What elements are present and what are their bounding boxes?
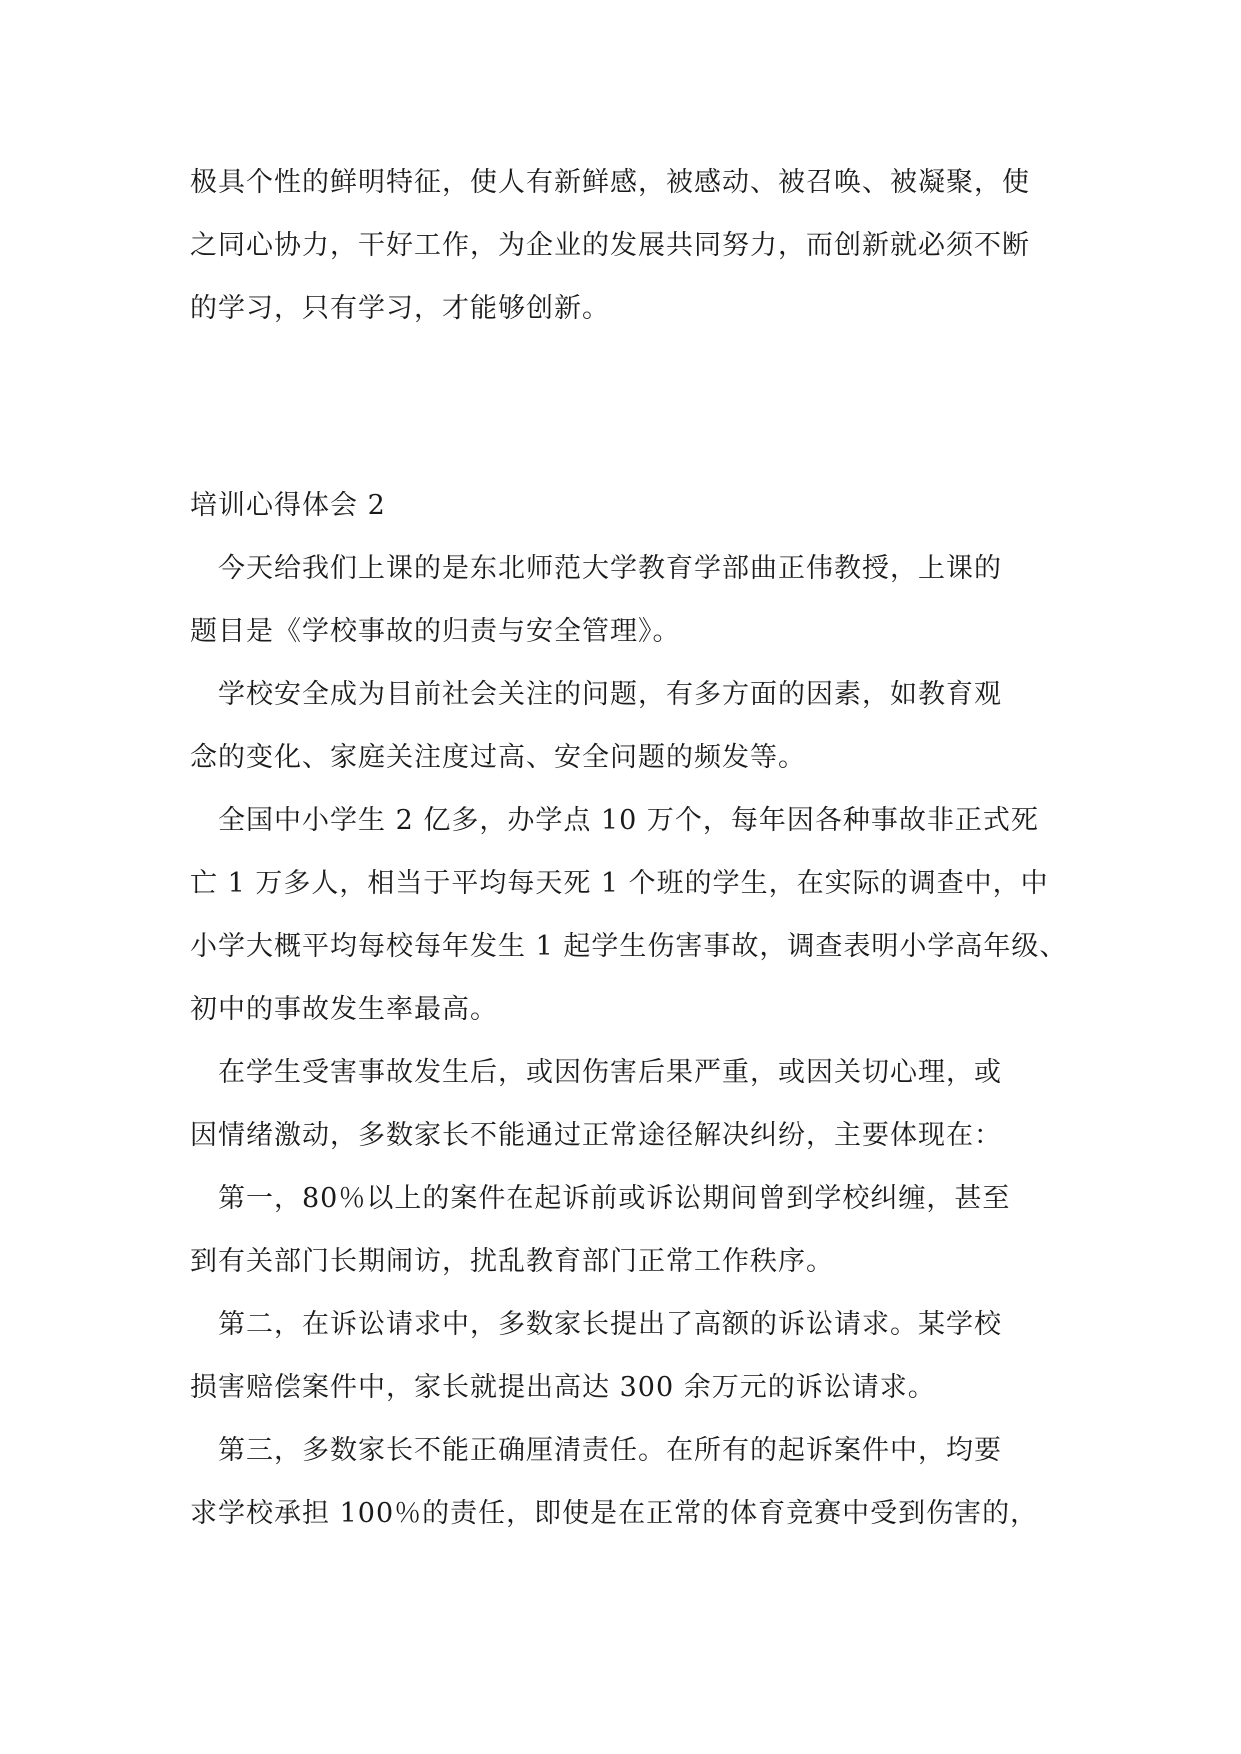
paragraph-line: 初中的事故发生率最高。	[190, 994, 498, 1025]
paragraph-line: 亡 1 万多人，相当于平均每天死 1 个班的学生，在实际的调查中，中	[190, 868, 1049, 899]
paragraph-line: 损害赔偿案件中，家长就提出高达 300 余万元的诉讼请求。	[190, 1372, 936, 1403]
paragraph-line: 的学习，只有学习，才能够创新。	[190, 293, 610, 324]
paragraph-line: 求学校承担 100％的责任，即使是在正常的体育竞赛中受到伤害的，	[190, 1498, 1039, 1529]
paragraph-line: 全国中小学生 2 亿多，办学点 10 万个，每年因各种事故非正式死	[190, 805, 1039, 836]
paragraph-line: 学校安全成为目前社会关注的问题，有多方面的因素，如教育观	[190, 679, 1002, 710]
paragraph-line: 第三，多数家长不能正确厘清责任。在所有的起诉案件中，均要	[190, 1435, 1002, 1466]
paragraph-line: 题目是《学校事故的归责与安全管理》。	[190, 616, 681, 647]
paragraph-line: 因情绪激动，多数家长不能通过正常途径解决纠纷，主要体现在：	[190, 1120, 1002, 1151]
paragraph-line: 极具个性的鲜明特征，使人有新鲜感，被感动、被召唤、被凝聚，使	[190, 167, 1030, 198]
paragraph-line: 第二，在诉讼请求中，多数家长提出了高额的诉讼请求。某学校	[190, 1309, 1002, 1340]
paragraph-line: 念的变化、家庭关注度过高、安全问题的频发等。	[190, 742, 806, 773]
paragraph-line: 到有关部门长期闹访，扰乱教育部门正常工作秩序。	[190, 1246, 834, 1277]
paragraph-line: 小学大概平均每校每年发生 1 起学生伤害事故，调查表明小学高年级、	[190, 931, 1068, 962]
section-title: 培训心得体会 2	[190, 490, 386, 521]
paragraph-line: 今天给我们上课的是东北师范大学教育学部曲正伟教授，上课的	[190, 553, 1002, 584]
paragraph-line: 之同心协力，干好工作，为企业的发展共同努力，而创新就必须不断	[190, 230, 1030, 261]
paragraph-line: 在学生受害事故发生后，或因伤害后果严重，或因关切心理，或	[190, 1057, 1002, 1088]
paragraph-line: 第一，80％以上的案件在起诉前或诉讼期间曾到学校纠缠，甚至	[190, 1183, 1011, 1214]
